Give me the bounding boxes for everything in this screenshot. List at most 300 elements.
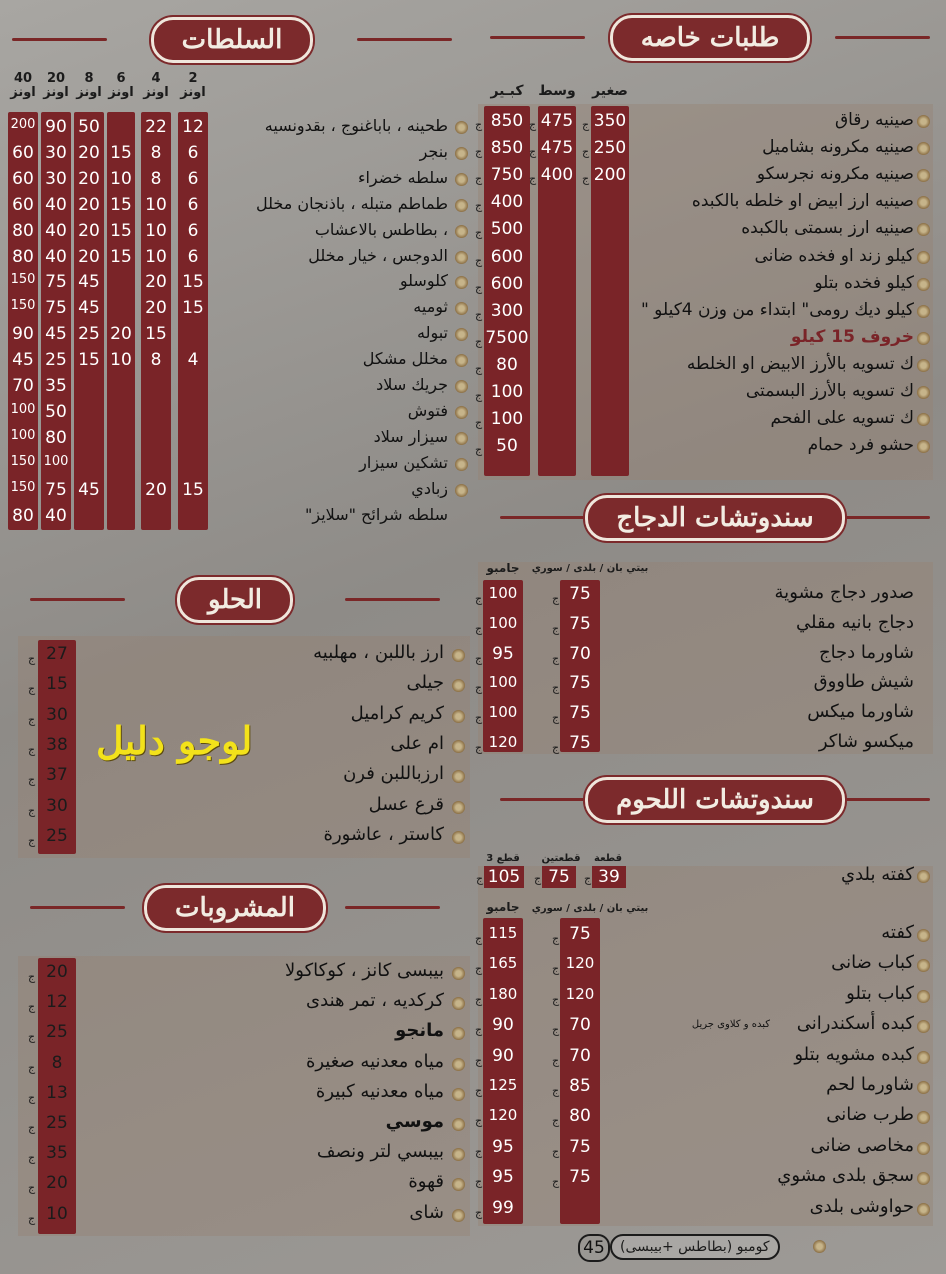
drink-item-name: بيبسى كانز ، كوكاكولا [285, 960, 444, 981]
meat-price-regular: 80 [569, 1106, 591, 1127]
kofta-item-name: كفته بلدي [841, 864, 914, 885]
salad-size-header: 6 اونز [108, 71, 134, 100]
kofta-currency-1: ج [584, 872, 592, 885]
chicken-price-regular: 75 [569, 613, 591, 634]
salad-price: 20 [78, 142, 100, 163]
salad-price: 30 [45, 142, 67, 163]
special-price-large: 100 [490, 409, 524, 430]
salad-price: 15 [110, 142, 132, 163]
kofta-header-1: قطعة [594, 853, 622, 864]
meat-currency: ج [552, 1053, 560, 1067]
meat-currency: ج [475, 932, 483, 945]
salad-price: 80 [12, 220, 34, 241]
salad-size-header: 4 اونز [143, 71, 169, 100]
salad-price: 10 [145, 246, 167, 267]
sweet-currency: ج [28, 682, 36, 696]
salad-price: 10 [145, 220, 167, 241]
sweet-item-name: قرع عسل [368, 793, 444, 815]
special-currency: ج [475, 199, 483, 213]
meat-price-jumbo: 90 [492, 1015, 514, 1036]
sweet-item-name: ارز باللبن ، مهلبيه [313, 642, 444, 663]
special-item-bullet [917, 332, 930, 345]
special-currency: ج [529, 172, 537, 186]
salad-price: 15 [110, 220, 132, 241]
special-price-small: 200 [593, 165, 627, 186]
salad-item-name: زبادي [411, 478, 448, 498]
salad-price: 6 [187, 246, 199, 267]
salad-item-name: كلوسلو [399, 271, 448, 291]
sweet-currency: ج [28, 652, 36, 665]
special-item-name: صينيه مكرونه بشاميل [762, 137, 914, 158]
meat-price-regular: 75 [569, 924, 591, 944]
salad-item-name: تشكين سيزار [359, 452, 448, 472]
combo-price: 45 [578, 1234, 610, 1262]
meat-price-regular: 120 [565, 984, 595, 1003]
salad-price: 40 [45, 220, 67, 241]
sweet-item-name: جيلى [406, 672, 444, 694]
salad-price: 200 [10, 117, 36, 132]
chicken-item-name: شاورما ميكس [807, 701, 914, 723]
salad-item-name: مخلل مشكل [362, 349, 448, 369]
special-price-small: 250 [593, 138, 627, 159]
salad-price: 150 [10, 479, 36, 495]
special-item-bullet [917, 251, 930, 264]
drink-currency: ج [28, 1030, 36, 1044]
drink-price: 35 [46, 1143, 68, 1164]
chicken-price-regular: 70 [569, 643, 591, 664]
salad-price: 80 [45, 427, 67, 448]
salad-price: 20 [145, 298, 167, 319]
salad-size-header: 8 اونز [76, 71, 102, 100]
salad-price: 20 [78, 168, 100, 189]
chicken-currency: ج [475, 621, 483, 635]
salad-price: 20 [110, 324, 132, 345]
drink-price: 20 [46, 962, 68, 982]
kofta-price-3: 105 [484, 866, 524, 888]
salad-price: 90 [12, 324, 34, 345]
salad-item-name: جريك سلاد [376, 375, 448, 394]
salad-price: 150 [10, 272, 36, 288]
special-price-mid: 475 [540, 111, 574, 131]
sweet-price: 27 [46, 644, 68, 664]
sweet-currency: ج [28, 803, 36, 817]
special-currency: ج [582, 172, 590, 186]
salad-price: 45 [45, 324, 67, 345]
drink-item-name: مياه معدنيه صغيرة [305, 1050, 444, 1072]
chicken-header-jumbo: جامبو [486, 561, 520, 575]
salad-price: 50 [45, 401, 67, 422]
meat-price-jumbo: 125 [488, 1076, 518, 1094]
special-price-mid: 400 [540, 165, 574, 186]
chicken-item-name: دجاج بانيه مقلي [796, 611, 914, 633]
special-currency: ج [475, 226, 483, 240]
chicken-currency: ج [552, 741, 560, 754]
special-item-bullet [917, 413, 930, 426]
meat-item-name: كباب بتلو [846, 982, 914, 1004]
meat-price-jumbo: 165 [488, 954, 518, 973]
special-currency: ج [582, 118, 590, 131]
special-price-large: 500 [490, 219, 524, 240]
meat-currency: ج [475, 1053, 483, 1067]
salad-price: 60 [12, 194, 34, 215]
meat-price-regular: 75 [569, 1136, 591, 1157]
special-price-mid: 475 [540, 138, 574, 159]
salad-item-name: فتوش [407, 400, 448, 420]
sweet-price: 30 [46, 795, 68, 816]
meat-currency: ج [552, 932, 560, 945]
chicken-col-regular [560, 580, 600, 752]
drink-item-bullet [452, 967, 465, 980]
salad-item-name: ، بطاطس بالاعشاب [314, 219, 448, 239]
special-item-name: ك تسويه على الفحم [770, 408, 914, 429]
special-currency: ج [475, 145, 483, 159]
salad-price: 15 [145, 324, 167, 345]
special-item-name: ك تسويه بالأرز الابيض او الخلطه [686, 353, 914, 374]
salad-price: 10 [110, 350, 132, 371]
salad-price: 150 [10, 298, 36, 314]
salad-item-bullet [455, 458, 468, 471]
special-currency: ج [475, 443, 483, 457]
special-currency: ج [475, 280, 483, 294]
meat-currency: ج [475, 1023, 483, 1037]
special-price-large: 850 [490, 111, 524, 131]
salad-price: 22 [145, 117, 167, 137]
meat-item-name: كباب ضانى [831, 952, 914, 974]
salad-price: 45 [78, 298, 100, 319]
chicken-title: سندوتشات الدجاج [585, 495, 844, 541]
meat-item-bullet [917, 1051, 930, 1064]
salad-price: 80 [12, 505, 34, 526]
salad-item-name: بنجر [419, 141, 448, 161]
drink-currency: ج [28, 1060, 36, 1074]
special-item-name: كيلو فخده بتلو [814, 272, 914, 293]
special-price-large: 400 [490, 192, 524, 213]
salad-item-bullet [455, 406, 468, 419]
special-item-bullet [917, 278, 930, 291]
salad-item-bullet [455, 302, 468, 315]
chicken-price-jumbo: 100 [488, 703, 518, 722]
chicken-item-name: صدور دجاج مشوية [774, 582, 914, 603]
sweet-item-name: كاستر ، عاشورة [323, 823, 444, 845]
meat-price-regular: 85 [569, 1076, 591, 1096]
meat-item-name: شاورما لحم [826, 1074, 914, 1095]
salads-title: السلطات [151, 17, 314, 63]
sweet-item-bullet [452, 649, 465, 662]
sweet-item-bullet [452, 740, 465, 753]
salad-price: 35 [45, 376, 67, 396]
meat-currency: ج [475, 992, 483, 1006]
special-item-name: كيلو زند او فخده ضانى [754, 245, 914, 266]
meat-price-jumbo: 95 [492, 1167, 514, 1188]
salad-price: 15 [110, 246, 132, 267]
salad-price: 20 [78, 220, 100, 241]
sweet-price: 38 [46, 734, 68, 755]
meat-item-name: مخاصى ضانى [810, 1134, 914, 1156]
special-item-name: صينيه ارز بسمتى بالكبده [741, 218, 914, 239]
meat-item-note: كبده و كلاوى جريل [691, 1019, 770, 1031]
salad-price: 12 [182, 117, 204, 137]
meat-item-bullet [917, 1203, 930, 1216]
salad-price: 6 [187, 194, 199, 215]
salad-price: 75 [45, 298, 67, 319]
meat-currency: ج [475, 1114, 483, 1128]
salad-price: 8 [150, 350, 162, 371]
salad-price: 50 [78, 117, 100, 137]
meat-price-jumbo: 95 [492, 1136, 514, 1157]
meat-currency: ج [475, 962, 483, 976]
special-title: طلبات خاصه [610, 15, 811, 61]
sweet-currency: ج [28, 742, 36, 756]
meat-currency: ج [552, 1175, 560, 1189]
salad-price: 15 [182, 298, 204, 319]
meat-price-jumbo: 180 [488, 984, 518, 1003]
special-currency: ج [475, 361, 483, 375]
drink-price: 20 [46, 1173, 68, 1194]
special-item-bullet [917, 305, 930, 318]
meat-currency: ج [475, 1205, 483, 1219]
salad-item-bullet [455, 354, 468, 367]
salad-item-name: سلطه شرائح "سلايز" [305, 504, 448, 524]
drink-price: 13 [46, 1082, 68, 1103]
meat-currency: ج [552, 962, 560, 976]
kofta-currency-3: ج [476, 872, 484, 885]
sweet-currency: ج [28, 712, 36, 726]
chicken-banner [500, 492, 930, 544]
kofta-bullet [917, 870, 930, 883]
chicken-currency: ج [475, 651, 483, 665]
chicken-price-jumbo: 120 [488, 733, 518, 751]
drink-item-bullet [452, 1058, 465, 1071]
meat-header-regular: بيتي بان / بلدى / سوري [531, 903, 649, 914]
special-price-large: 100 [490, 382, 524, 402]
salad-item-bullet [455, 199, 468, 212]
sweet-item-bullet [452, 831, 465, 844]
chicken-price-jumbo: 100 [488, 584, 518, 602]
sweet-currency: ج [28, 833, 36, 847]
special-col-mid [538, 106, 576, 476]
drink-currency: ج [28, 1211, 36, 1225]
meat-item-name: كفته [881, 922, 914, 943]
chicken-price-regular: 75 [569, 703, 591, 724]
salad-price: 100 [10, 401, 36, 417]
meat-item-name: حواوشى بلدى [809, 1195, 914, 1217]
special-price-small: 350 [593, 111, 627, 131]
salad-size-header: 2 اونز [180, 71, 206, 100]
special-price-large: 750 [490, 165, 524, 186]
meat-currency: ج [552, 1144, 560, 1158]
sweet-price: 30 [46, 704, 68, 725]
sweet-item-name: كريم كراميل [350, 702, 444, 724]
drink-currency: ج [28, 1151, 36, 1165]
special-item-name: صينيه رقاق [834, 110, 914, 130]
kofta-price-2: 75 [542, 866, 576, 888]
salad-price: 20 [78, 246, 100, 267]
special-item-bullet [917, 359, 930, 372]
chicken-header-regular: بيتي بان / بلدى / سوري [531, 563, 649, 574]
salad-item-name: سيزار سلاد [373, 426, 448, 446]
combo-bullet [813, 1240, 826, 1253]
chicken-price-jumbo: 100 [488, 673, 518, 692]
special-header-large: كبـير [490, 83, 524, 99]
salad-price: 40 [45, 505, 67, 526]
chicken-price-jumbo: 100 [488, 613, 518, 632]
meat-item-name: طرب ضانى [826, 1104, 914, 1126]
meat-currency: ج [475, 1175, 483, 1189]
sweet-currency: ج [28, 773, 36, 787]
meat-item-bullet [917, 929, 930, 942]
drinks-title: المشروبات [144, 885, 326, 931]
salad-item-bullet [455, 484, 468, 497]
special-price-large: 7500 [485, 327, 529, 348]
special-currency: ج [475, 389, 483, 402]
meat-item-bullet [917, 1142, 930, 1155]
meat-currency: ج [475, 1144, 483, 1158]
salad-price: 10 [145, 194, 167, 215]
meat-banner [500, 774, 930, 826]
meat-currency: ج [475, 1084, 483, 1097]
salad-item-bullet [455, 432, 468, 445]
chicken-currency: ج [475, 592, 483, 605]
special-currency: ج [529, 145, 537, 159]
sweet-item-bullet [452, 710, 465, 723]
meat-price-jumbo: 99 [492, 1197, 514, 1218]
meat-price-regular: 70 [569, 1015, 591, 1036]
sweet-price: 15 [46, 674, 68, 695]
meat-item-name: كبده مشويه بتلو [794, 1043, 914, 1065]
drink-item-bullet [452, 1118, 465, 1131]
salad-price: 4 [187, 350, 199, 371]
special-price-large: 600 [490, 246, 524, 267]
chicken-item-name: شيش طاووق [813, 671, 914, 693]
salad-item-name: الدوجس ، خيار مخلل [308, 245, 448, 265]
chicken-col-jumbo [483, 580, 523, 752]
special-col-small [591, 106, 629, 476]
drink-item-name: قهوة [408, 1171, 444, 1193]
special-header-mid: وسط [538, 83, 576, 99]
salads-banner [12, 14, 452, 66]
meat-currency: ج [552, 1114, 560, 1128]
salad-price: 15 [182, 479, 204, 500]
salad-size-header: 20 اونز [43, 71, 69, 100]
sweet-item-name: ام على [390, 732, 444, 754]
salad-item-bullet [455, 121, 468, 134]
special-item-bullet [917, 115, 930, 128]
salad-price: 75 [45, 272, 67, 293]
meat-item-name: كبده أسكندرانى [796, 1013, 914, 1035]
special-item-bullet [917, 386, 930, 399]
salad-price: 8 [150, 142, 162, 163]
special-currency: ج [475, 253, 483, 267]
salad-price: 45 [78, 272, 100, 293]
drink-price: 25 [46, 1113, 68, 1133]
special-currency: ج [475, 118, 483, 131]
drink-currency: ج [28, 1121, 36, 1134]
salad-price: 60 [12, 142, 34, 163]
salad-price: 6 [187, 142, 199, 163]
salad-price: 15 [78, 350, 100, 371]
salad-item-name: طحينه ، باباغنوج ، بقدونسيه [264, 116, 448, 135]
special-header-small: صغير [592, 83, 628, 99]
salad-price: 6 [187, 220, 199, 241]
salad-price: 70 [12, 376, 34, 396]
salad-item-name: ثوميه [413, 297, 448, 317]
special-item-name: صينيه مكرونه نجرسكو [756, 164, 914, 185]
special-currency: ج [582, 145, 590, 159]
sweet-item-name: ارزباللبن فرن [343, 763, 444, 785]
drink-currency: ج [28, 1090, 36, 1104]
special-item-bullet [917, 142, 930, 155]
chicken-item-name: شاورما دجاج [818, 641, 914, 663]
salad-item-name: تبوله [417, 323, 448, 343]
drink-item-name: شاى [409, 1201, 444, 1223]
kofta-price-1: 39 [592, 866, 626, 888]
salad-price: 8 [150, 168, 162, 189]
salad-price: 40 [45, 194, 67, 215]
salad-price: 20 [78, 194, 100, 215]
special-currency: ج [529, 118, 537, 131]
salad-price: 6 [187, 168, 199, 189]
salad-size-header: 40 اونز [10, 71, 36, 100]
chicken-price-regular: 75 [569, 733, 591, 753]
sweets-banner [30, 574, 440, 626]
chicken-currency: ج [552, 621, 560, 635]
special-banner [490, 12, 930, 64]
salad-price: 45 [78, 479, 100, 500]
chicken-price-jumbo: 95 [492, 643, 514, 664]
special-price-large: 50 [496, 436, 518, 457]
kofta-header-3: 3 قطع [486, 853, 520, 864]
special-currency: ج [475, 416, 483, 430]
salad-price: 100 [10, 427, 36, 443]
salad-item-bullet [455, 328, 468, 341]
chicken-item-name: ميكسو شاكر [818, 731, 914, 752]
salad-price: 20 [145, 479, 167, 500]
special-price-large: 80 [496, 354, 518, 375]
meat-currency: ج [552, 992, 560, 1006]
salad-price: 25 [78, 324, 100, 345]
salad-price: 100 [43, 453, 69, 469]
logo-placeholder: لوجو دليل [96, 718, 253, 763]
salad-price: 25 [45, 350, 67, 371]
salad-price: 150 [10, 453, 36, 469]
drink-item-bullet [452, 1209, 465, 1222]
special-item-name: حشو فرد حمام [807, 435, 914, 456]
meat-price-regular: 75 [569, 1167, 591, 1188]
drink-currency: ج [28, 970, 36, 983]
special-price-large: 600 [490, 273, 524, 294]
salad-price: 30 [45, 168, 67, 189]
special-item-name: ك تسويه بالأرز البسمتى [745, 381, 914, 401]
chicken-currency: ج [475, 741, 483, 754]
salad-price: 15 [110, 194, 132, 215]
salad-price: 80 [12, 246, 34, 267]
meat-item-name: سجق بلدى مشوي [777, 1165, 914, 1187]
salad-price: 90 [45, 117, 67, 137]
sweet-price: 25 [46, 825, 68, 846]
special-currency: ج [475, 334, 483, 348]
salad-item-bullet [455, 225, 468, 238]
drink-item-bullet [452, 1088, 465, 1101]
special-price-large: 850 [490, 138, 524, 159]
drink-currency: ج [28, 1000, 36, 1014]
salad-price: 45 [12, 350, 34, 371]
salad-item-bullet [455, 147, 468, 160]
meat-title: سندوتشات اللحوم [585, 777, 845, 823]
sweets-title: الحلو [177, 577, 293, 623]
salad-price: 40 [45, 246, 67, 267]
chicken-currency: ج [475, 681, 483, 695]
sweet-item-bullet [452, 801, 465, 814]
